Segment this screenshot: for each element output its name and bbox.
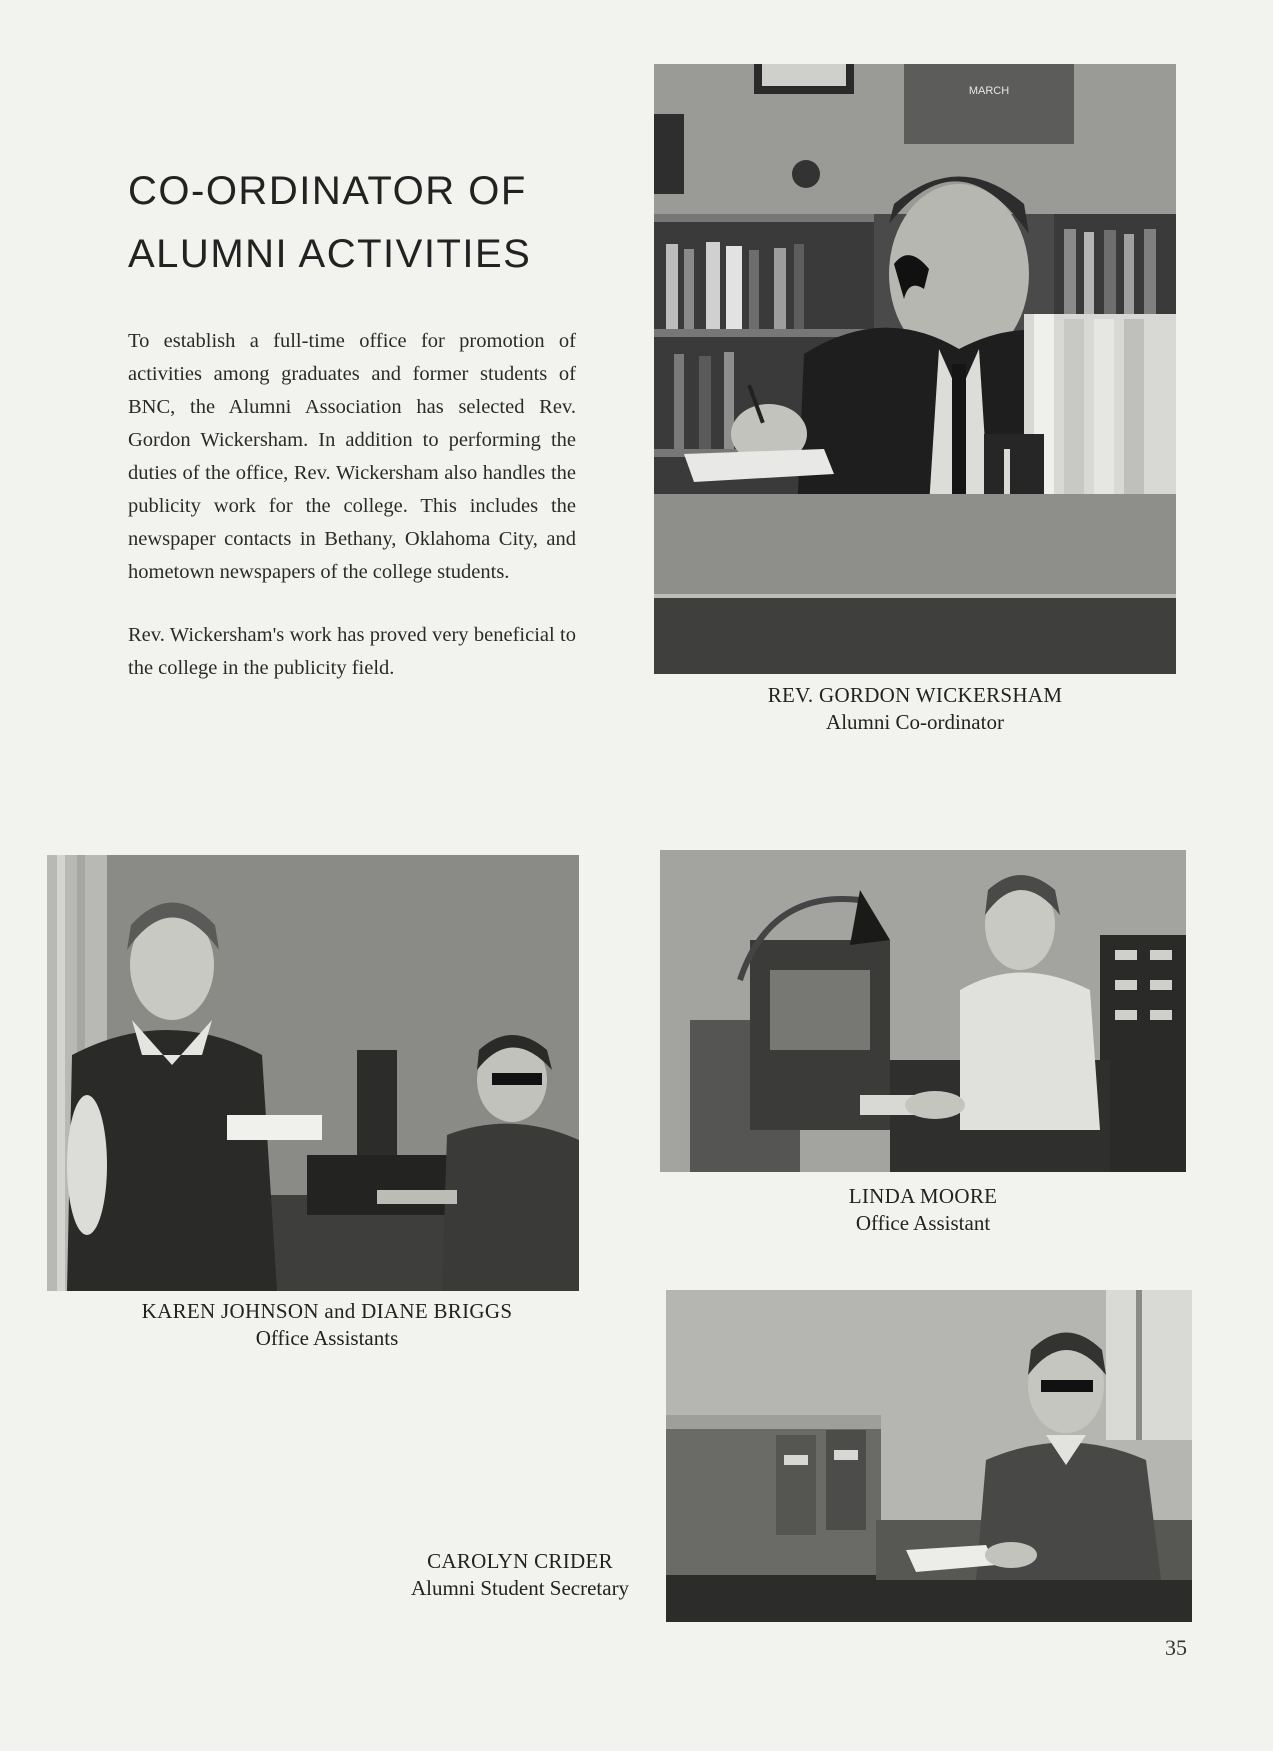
caption-name: REV. GORDON WICKERSHAM: [767, 683, 1063, 707]
page-number: 35: [1165, 1635, 1187, 1660]
body-paragraph-1: To establish a full-time office for promotion of activities among graduates and former students of BNC, the Alumni Association has selected Rev. Gordon Wickersham. In addition to performing the duties of the office, Rev. Wickersham also handles the publicity work for the college. This includes the newspaper contacts in Bethany, Oklahoma City, and hometown newspapers of the college students.: [128, 330, 576, 583]
caption-name: CAROLYN CRIDER: [427, 1549, 613, 1573]
caption-role: Office Assistants: [255, 1326, 399, 1350]
photo-johnson-briggs: [47, 855, 579, 1291]
caption-wickersham: [654, 682, 1176, 736]
page-heading: [128, 160, 598, 286]
caption-crider: [380, 1548, 660, 1602]
heading-line-1: CO-ORDINATOR OF: [128, 169, 527, 213]
caption-role: Alumni Co-ordinator: [826, 710, 1004, 734]
body-paragraph-2: Rev. Wickersham's work has proved very beneficial to the college in the publicity field.: [128, 624, 576, 679]
caption-name: LINDA MOORE: [848, 1184, 998, 1208]
photo-wickersham: [654, 64, 1176, 674]
calendar-label: MARCH: [968, 85, 1010, 97]
heading-line-2: ALUMNI ACTIVITIES: [128, 232, 532, 276]
photo-moore: [660, 850, 1186, 1172]
body-text: [128, 325, 576, 685]
caption-role: Office Assistant: [855, 1211, 991, 1235]
caption-johnson-briggs: [47, 1298, 607, 1352]
caption-name: KAREN JOHNSON and DIANE BRIGGS: [141, 1299, 513, 1323]
caption-role: Alumni Student Secretary: [410, 1576, 630, 1600]
caption-moore: [660, 1183, 1186, 1237]
photo-crider: [666, 1290, 1192, 1622]
